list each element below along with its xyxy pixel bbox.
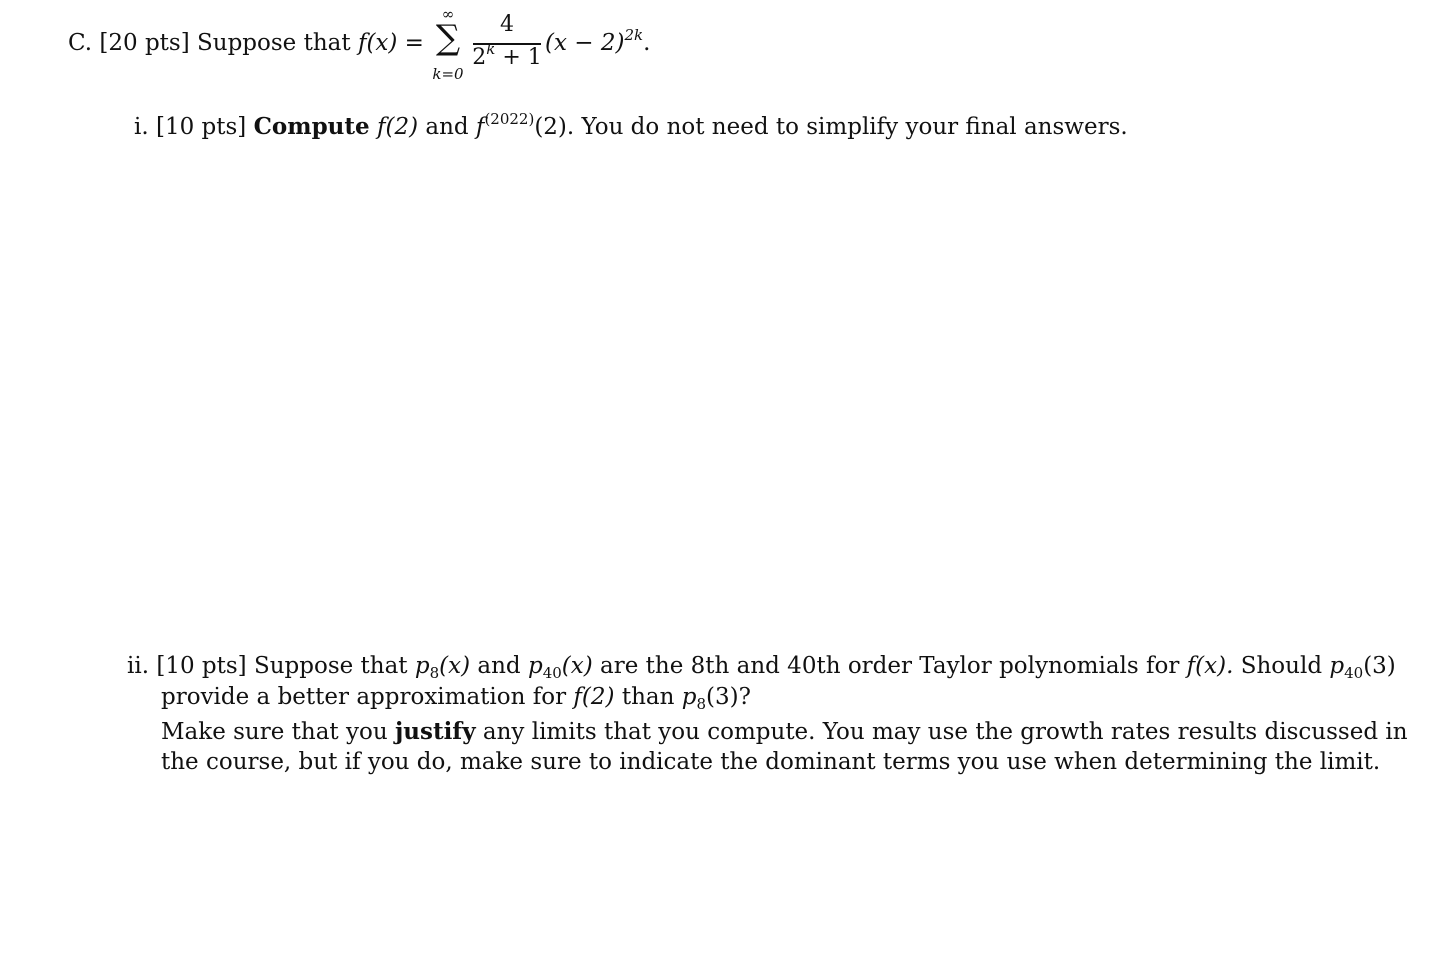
justify-instruction-line1: Make sure that you justify any limits that you compute. You may use the growth rates results discussed in	[161, 718, 1408, 745]
function-lhs: f(x) =	[357, 30, 424, 56]
part-ii-statement-line2: provide a better approximation for f(2) than $p_8(3)$?	[161, 684, 751, 713]
coefficient-fraction	[471, 12, 543, 76]
problem-points: [20 pts]	[99, 30, 190, 56]
part-i-statement	[134, 110, 1128, 143]
justify-bold-word: justify	[394, 718, 476, 745]
problem-c-statement	[68, 29, 424, 57]
factor-base: (x − 2)	[545, 30, 625, 56]
summation	[428, 6, 468, 86]
sum-lower-limit: k=0	[432, 65, 464, 83]
part-i-derivative: $f^{(2022)}(2)$.	[475, 110, 575, 140]
factor-period: .	[643, 30, 651, 56]
part-ii-statement-line1: ii. [10 pts] Suppose that $p_8(x)$ and $p_{40}(x)$ are the 8th and 40th order Taylor polynomials for f(x). Should $p_{40}(3)$	[127, 653, 1396, 682]
part-ii-label: ii.	[127, 653, 150, 679]
p8-expression: $p_8(x)$	[414, 653, 471, 682]
sigma-symbol: ∑	[435, 18, 461, 58]
part-ii-points: [10 pts]	[156, 653, 247, 679]
fraction-denominator: $2^k + 1$	[472, 40, 542, 70]
fraction-numerator: 4	[500, 12, 514, 37]
part-i-bold-word: Compute	[253, 113, 370, 140]
p8-at-3: $p_8(3)$?	[681, 684, 751, 713]
p40-expression: $p_{40}(x)$	[527, 653, 593, 682]
sum-upper-limit: ∞	[441, 5, 455, 23]
part-i-rest: You do not need to simplify your final answers.	[581, 114, 1128, 140]
part-i-f2: f(2)	[376, 114, 419, 140]
problem-label: C.	[68, 30, 93, 56]
p40-at-3: $p_{40}(3)$	[1329, 653, 1396, 682]
problem-intro: Suppose that	[197, 30, 351, 56]
part-i-label: i.	[134, 114, 149, 140]
part-i-points: [10 pts]	[155, 114, 247, 140]
justify-instruction-line2: the course, but if you do, make sure to indicate the dominant terms you use when determining the limit.	[161, 749, 1381, 775]
power-factor	[545, 26, 651, 59]
part-i-and: and	[425, 114, 469, 140]
factor-exponent: 2k	[624, 26, 644, 44]
